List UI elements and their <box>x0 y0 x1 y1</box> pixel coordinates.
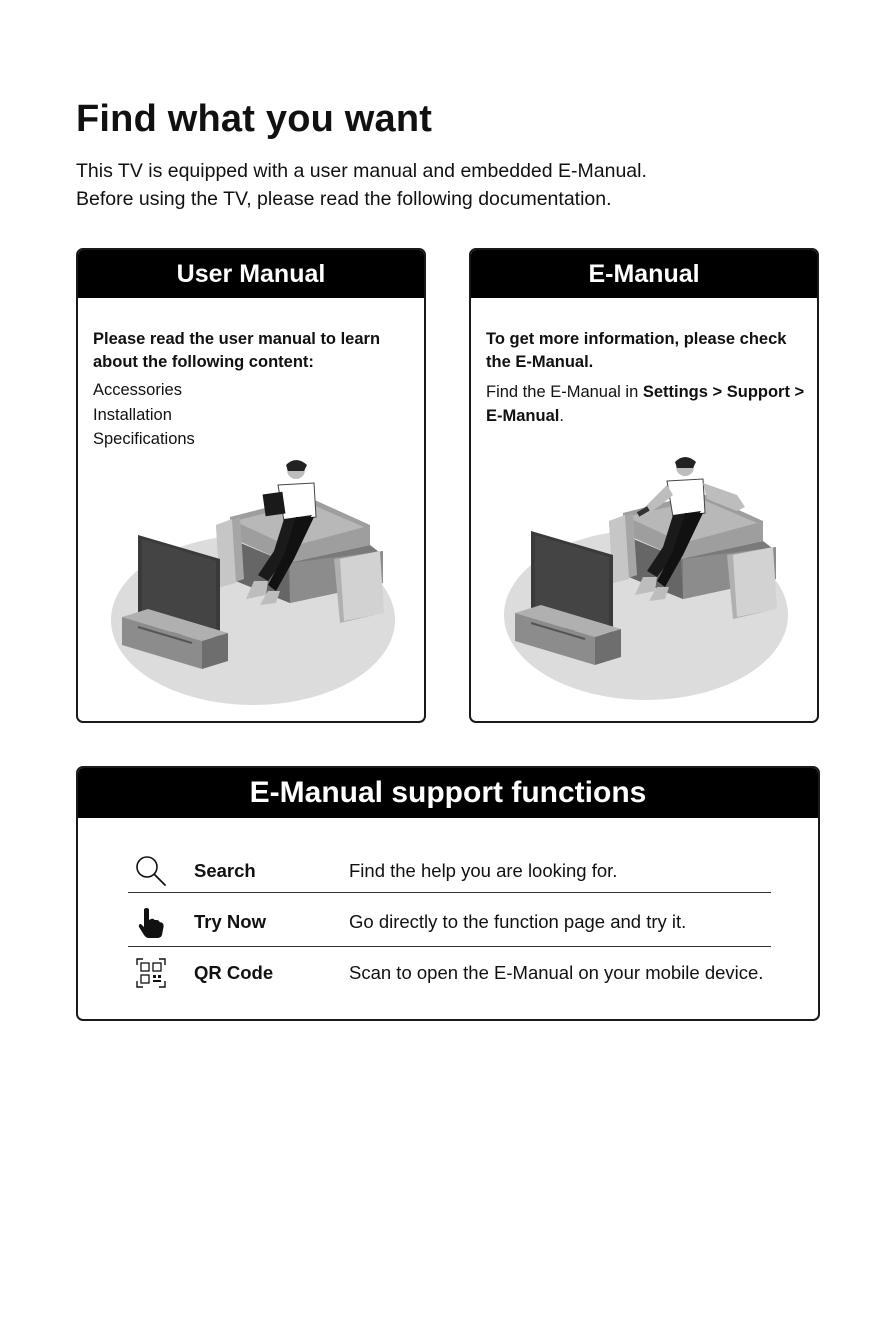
e-manual-find-suffix: . <box>559 407 564 425</box>
person-with-remote-illustration <box>501 455 791 710</box>
e-manual-find-prefix: Find the E-Manual in <box>486 383 639 401</box>
function-description: Scan to open the E-Manual on your mobile device. <box>349 962 764 983</box>
divider <box>128 892 771 893</box>
intro-line-2: Before using the TV, please read the following documentation. <box>76 188 612 210</box>
support-functions-card <box>76 766 820 1021</box>
intro-line-1: This TV is equipped with a user manual and embedded E-Manual. <box>76 160 647 182</box>
function-row-try-now <box>128 899 771 947</box>
e-manual-body <box>486 328 807 428</box>
list-item: Accessories <box>93 381 182 399</box>
e-manual-card <box>469 248 819 723</box>
person-reading-illustration <box>108 455 398 710</box>
divider <box>128 946 771 947</box>
search-icon <box>134 854 168 888</box>
function-name: Search <box>194 860 256 881</box>
user-manual-lead: Please read the user manual to learn about the following content: <box>93 330 381 371</box>
user-manual-body <box>93 328 414 452</box>
intro-text <box>76 157 647 213</box>
page-title: Find what you want <box>76 98 433 140</box>
function-description: Find the help you are looking for. <box>349 860 618 881</box>
e-manual-lead: To get more information, please check the E-Manual. <box>486 330 787 371</box>
user-manual-heading: User Manual <box>78 250 424 298</box>
user-manual-card <box>76 248 426 723</box>
list-item: Specifications <box>93 430 195 448</box>
e-manual-settings-path: Settings > Support > E-Manual <box>486 383 805 425</box>
function-name: QR Code <box>194 962 274 983</box>
function-name: Try Now <box>194 911 266 932</box>
e-manual-heading: E-Manual <box>471 250 817 298</box>
hand-pointer-icon <box>134 905 168 939</box>
list-item: Installation <box>93 405 172 424</box>
support-functions-heading: E-Manual support functions <box>78 768 818 818</box>
user-manual-list <box>93 378 414 452</box>
qr-code-icon <box>134 956 168 990</box>
function-description: Go directly to the function page and try it. <box>349 911 687 932</box>
function-row-qr-code <box>128 950 771 998</box>
e-manual-location <box>486 380 807 428</box>
function-row-search <box>128 848 771 896</box>
